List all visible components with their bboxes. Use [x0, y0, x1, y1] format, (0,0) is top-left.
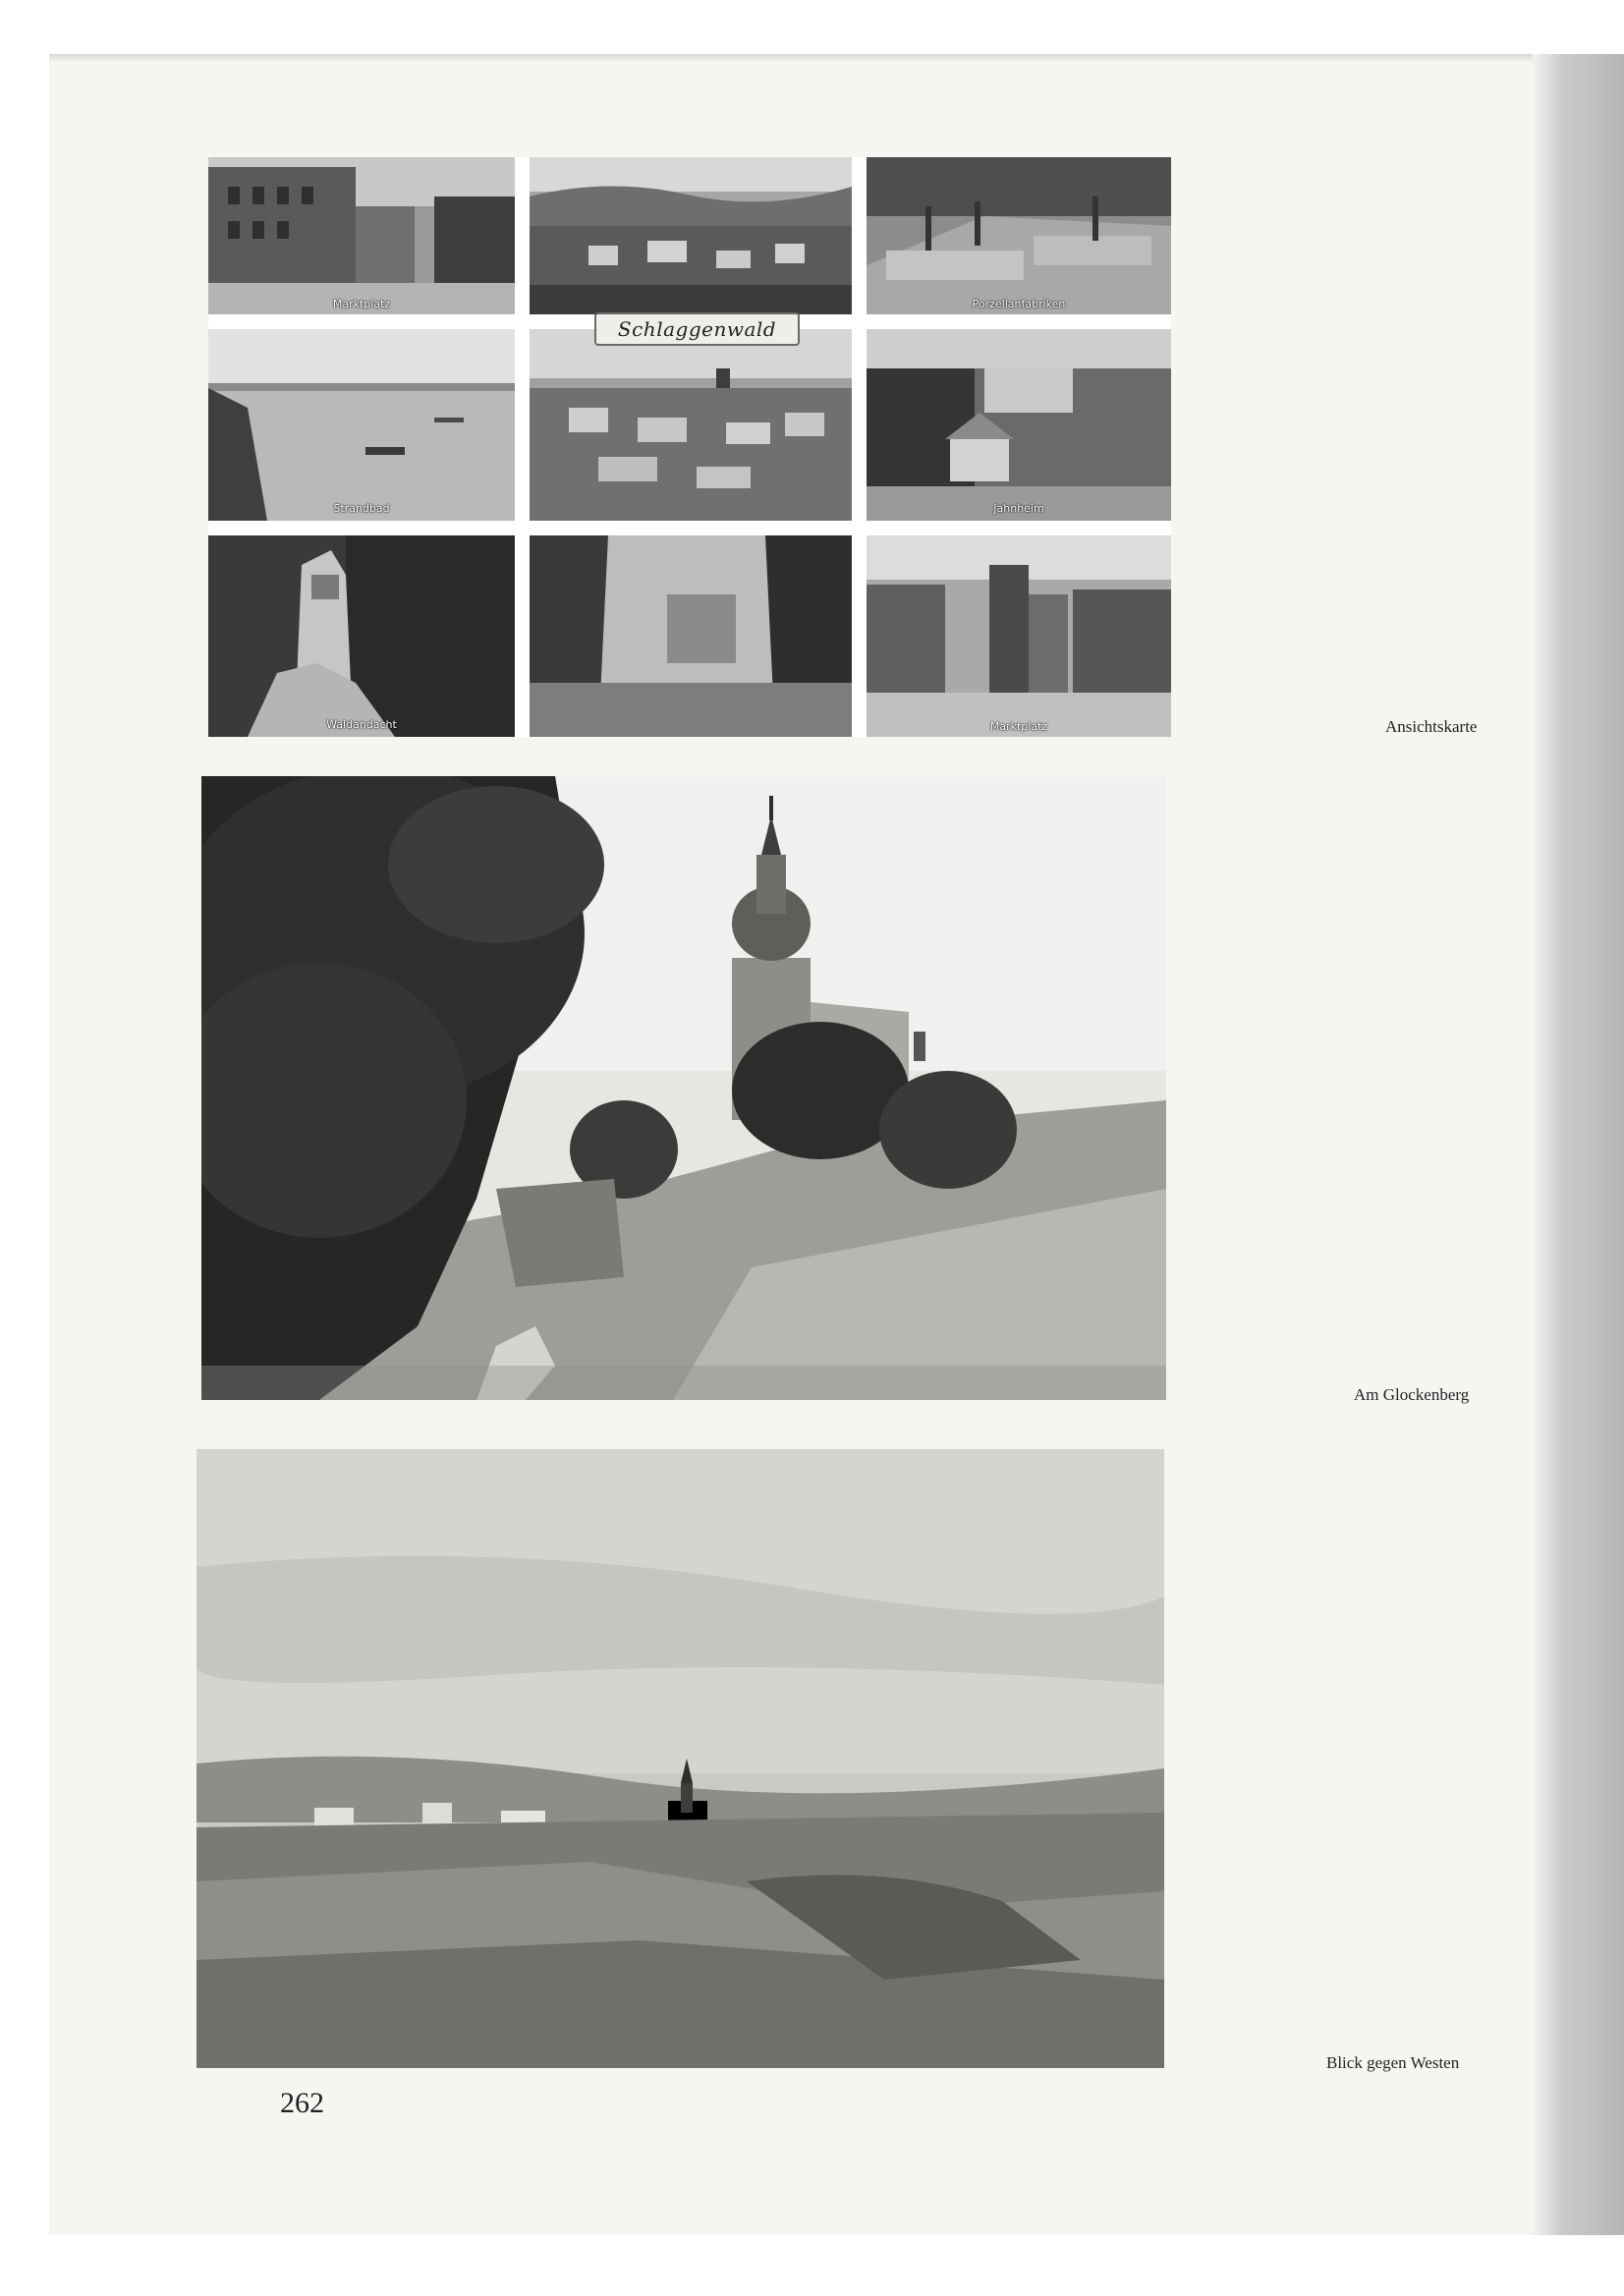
page-top-edge: [49, 54, 1533, 62]
postcard-cell-town-view: [530, 329, 852, 521]
caption-ansichtskarte: Ansichtskarte: [1385, 717, 1478, 736]
postcard-label-strandbad: Strandbad: [333, 502, 390, 515]
postcard-cell-town-panorama: [530, 157, 852, 314]
caption-blick-gegen-westen: Blick gegen Westen: [1326, 2053, 1460, 2072]
photo-am-glockenberg: [201, 776, 1166, 1400]
postcard-cell-park-path: [530, 535, 852, 737]
page-number: 262: [280, 2087, 324, 2119]
postcard-cell-porzellanfabriken: [867, 157, 1171, 314]
postcard-title: Schlaggenwald: [594, 312, 800, 346]
postcard-ansichtskarte: [208, 157, 1171, 737]
postcard-cell-marktplatz-top: [208, 157, 515, 314]
postcard-cell-strandbad: [208, 329, 515, 521]
postcard-label-waldandacht: Waldandacht: [326, 718, 397, 731]
postcard-cell-waldandacht: [208, 535, 515, 737]
postcard-label-porzellanfabriken: Porzellanfabriken: [972, 298, 1066, 310]
postcard-label-marktplatz-bottom: Marktplatz: [989, 720, 1048, 733]
postcard-cell-marktplatz-bottom: [867, 535, 1171, 737]
postcard-cell-jahnheim: [867, 329, 1171, 521]
photo-blick-gegen-westen: [196, 1449, 1164, 2068]
postcard-label-jahnheim: Jahnheim: [993, 502, 1044, 515]
caption-am-glockenberg: Am Glockenberg: [1354, 1385, 1470, 1404]
page-right-edge-shadow: [1533, 54, 1624, 2235]
postcard-label-marktplatz-top: Marktplatz: [332, 298, 391, 310]
